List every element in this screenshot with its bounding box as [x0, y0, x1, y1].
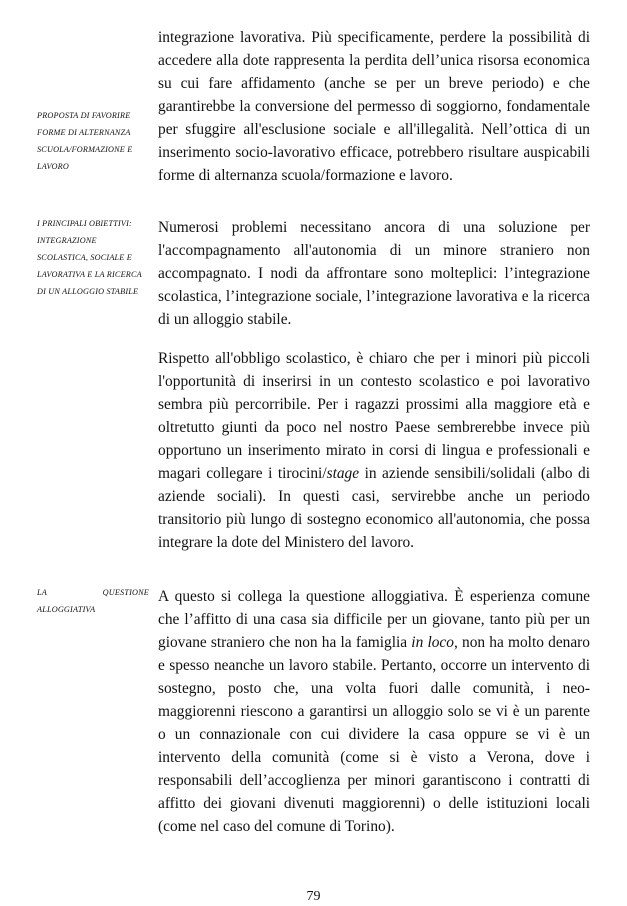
paragraph-alloggio-text-b: , non ha molto denaro e spesso neanche un lavoro stabile. Pertanto, occorre un intervento di sostegno, posto che, una volta fuori dalle comunità, i neo-maggiorenni riescono a garantirsi un alloggio solo se vi è un parente o un connazionale con cui dividere la casa oppure se vi è un intervento della comunità (come si è visto a Verona, dove i responsabili dell’accoglienza per minori garantiscono i contratti di affitto dei giovani divenuti maggiorenni) o delle istituzioni locali (come nel caso del comune di Torino).	[158, 634, 590, 835]
sidenote-questione-alloggiativa: LA QUESTIONE ALLOGGIATIVA	[37, 588, 149, 614]
sidenote-obiettivi: I PRINCIPALI OBIETTIVI: INTEGRAZIONE SCOLASTICA, SOCIALE E LAVORATIVA E LA RICERCA DI UN ALLOGGIO STABILE	[37, 219, 142, 296]
paragraph-obbligo-text-a: Rispetto all'obbligo scolastico, è chiaro che per i minori più piccoli l'opportunità di inserirsi in un contesto scolastico e poi lavorativo sembra più percorribile. Per i ragazzi prossimi alla maggiore età e oltretutto giunti da poco nel nostro Paese sembrerebbe invece più opportuno un inserimento mirato in corsi di lingua e professionali e magari collegare i tirocini/	[158, 350, 590, 482]
paragraph-problemi: Numerosi problemi necessitano ancora di una soluzione per l'accompagnamento all'autonomia di un minore straniero non accompagnato. I nodi da affrontare sono molteplici: l’integrazione scolastica, l’integrazione sociale, l’integrazione lavorativa e la ricerca di un alloggio stabile.	[158, 219, 590, 328]
page-number: 79	[306, 889, 321, 904]
in-loco-italic: in loco	[411, 634, 454, 651]
paragraph-obbligo-text-b: in aziende sensibili/solidali (albo di aziende sociali). In questi casi, servirebbe anche un periodo transitorio più lungo di sostegno economico all'autonomia, che possa integrare la dote del Ministero del lavoro.	[158, 465, 590, 551]
paragraph-integrazione-lavorativa: integrazione lavorativa. Più specificamente, perdere la possibilità di accedere alla dote rappresenta la perdita dell’unica risorsa economica su cui fare affidamento (anche se per un breve periodo) e che garantirebbe la conversione del permesso di soggiorno, fondamentale per sfuggire all'esclusione sociale e all'illegalità. Nell’ottica di un inserimento socio-lavorativo efficace, potrebbero risultare auspicabili forme di alternanza scuola/formazione e lavoro.	[158, 29, 590, 184]
sidenote-proposta: PROPOSTA DI FAVORIRE FORME DI ALTERNANZA SCUOLA/FORMAZIONE E LAVORO	[37, 111, 133, 171]
paragraph-alloggio-text-a: A questo si collega la questione alloggiativa. È esperienza comune che l’affitto di una casa sia difficile per un giovane, tanto più per un giovane straniero che non ha la famiglia	[158, 588, 590, 651]
paragraph-questione-alloggiativa	[158, 585, 590, 838]
stage-italic: stage	[326, 465, 360, 482]
paragraph-obbligo-scolastico	[158, 347, 590, 554]
